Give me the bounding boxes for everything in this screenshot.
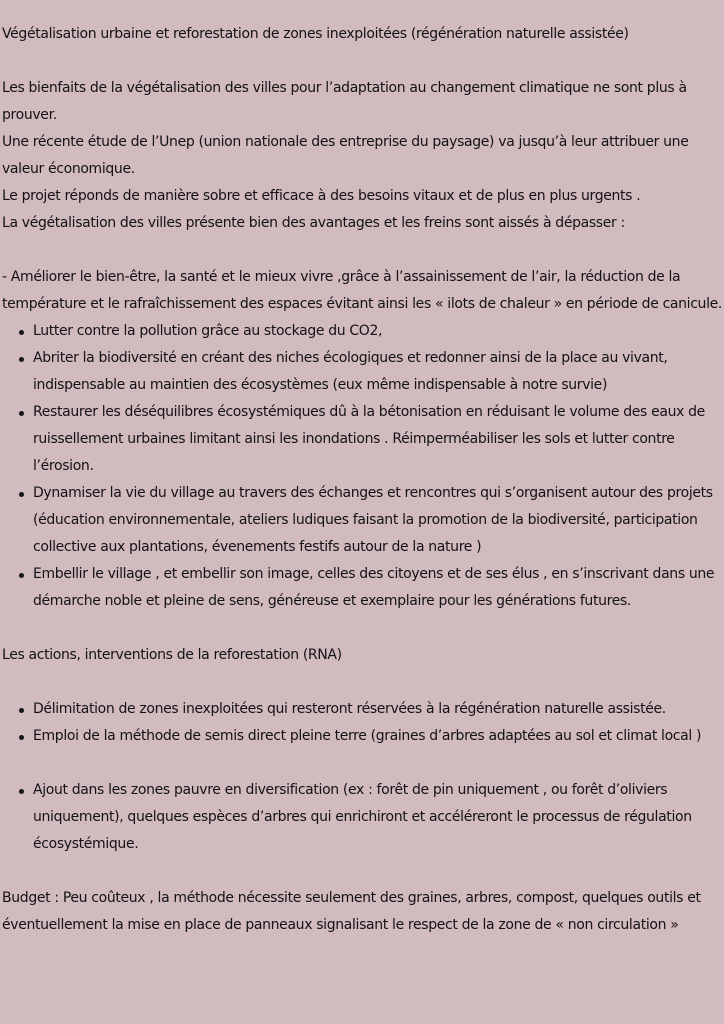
actions-list xyxy=(2,696,722,750)
actions-heading: Les actions, interventions de la reforestation (RNA) xyxy=(2,647,342,663)
list-item: Emploi de la méthode de semis direct pleine terre (graines d’arbres adaptées au sol et climat local ) xyxy=(2,723,722,750)
list-item: Lutter contre la pollution grâce au stockage du CO2, xyxy=(2,318,722,345)
spacer xyxy=(2,48,722,75)
list-item: Délimitation de zones inexploitées qui resteront réservées à la régénération naturelle assistée. xyxy=(2,696,722,723)
actions-extra-list xyxy=(2,777,722,858)
budget-paragraph: Budget : Peu coûteux , la méthode nécessite seulement des graines, arbres, compost, quelques outils et éventuellement la mise en place de panneaux signalisant le respect de la zone de « non circulation » xyxy=(2,890,701,933)
list-item: Embellir le village , et embellir son image, celles des citoyens et de ses élus , en s’inscrivant dans une démarche noble et pleine de sens, généreuse et exemplaire pour les générations futures. xyxy=(2,561,722,615)
list-item: Dynamiser la vie du village au travers des échanges et rencontres qui s’organisent autour des projets (éducation environnementale, ateliers ludiques faisant la promotion de la biodiversité, participation collective aux plantations, évenements festifs autour de la nature ) xyxy=(2,480,722,561)
intro-paragraph: La végétalisation des villes présente bien des avantages et les freins sont aissés à dépasser : xyxy=(2,215,625,231)
spacer xyxy=(2,237,722,264)
intro-paragraph: Le projet réponds de manière sobre et efficace à des besoins vitaux et de plus en plus urgents . xyxy=(2,188,641,204)
list-item: Restaurer les déséquilibres écosystémiques dû à la bétonisation en réduisant le volume des eaux de ruissellement urbaines limitant ainsi les inondations . Réimperméabiliser les sols et lutter contre l’érosion. xyxy=(2,399,722,480)
intro-section xyxy=(2,75,722,237)
list-item: Abriter la biodiversité en créant des niches écologiques et redonner ainsi de la place au vivant, indispensable au maintien des écosystèmes (eux même indispensable à notre survie) xyxy=(2,345,722,399)
list-item: Ajout dans les zones pauvre en diversification (ex : forêt de pin uniquement , ou forêt d’oliviers uniquement), quelques espèces d’arbres qui enrichiront et accéléreront le processus de régulation écosystémique. xyxy=(2,777,722,858)
document-title: Végétalisation urbaine et reforestation de zones inexploitées (régénération naturelle assistée) xyxy=(2,26,629,42)
intro-paragraph: Les bienfaits de la végétalisation des villes pour l’adaptation au changement climatique ne sont plus à prouver. xyxy=(2,80,687,123)
intro-paragraph: Une récente étude de l’Unep (union nationale des entreprise du paysage) va jusqu’à leur attribuer une valeur économique. xyxy=(2,134,689,177)
spacer xyxy=(2,669,722,696)
spacer xyxy=(2,750,722,777)
benefits-lead-paragraph: - Améliorer le bien-être, la santé et le mieux vivre ,grâce à l’assainissement de l’air, la réduction de la température et le rafraîchissement des espaces évitant ainsi les « ilots de chaleur » en période de canicule. xyxy=(2,269,722,312)
benefits-list xyxy=(2,318,722,615)
spacer xyxy=(2,615,722,642)
spacer xyxy=(2,858,722,885)
